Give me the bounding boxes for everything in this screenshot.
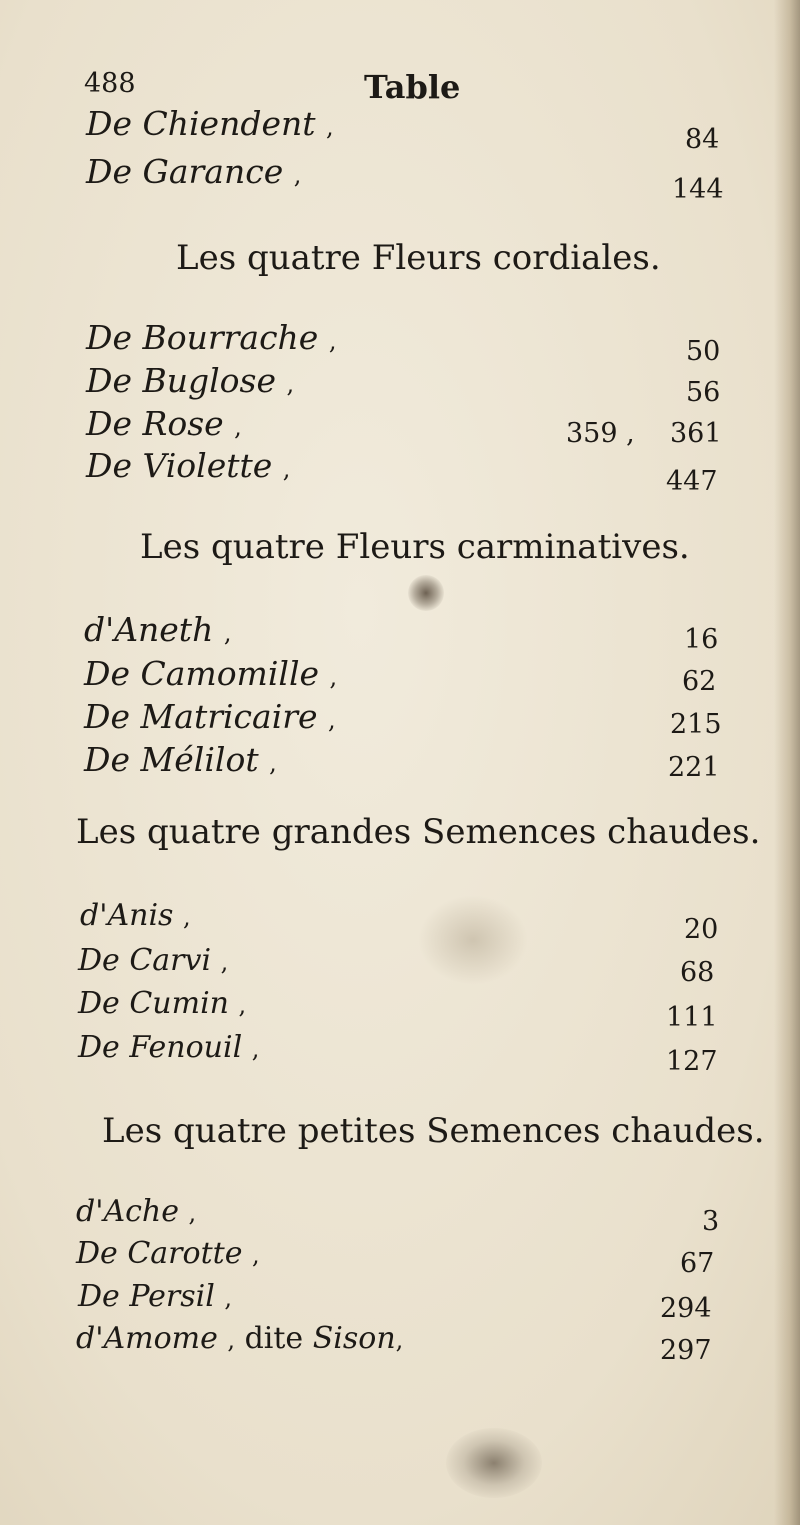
- entry-page: 62: [682, 666, 717, 697]
- entry-row: [0, 740, 800, 784]
- entry-page: 20: [684, 914, 719, 945]
- entry-name: De Matricaire ,: [84, 697, 336, 736]
- entry-row: [0, 318, 800, 367]
- entry-row: [0, 404, 800, 448]
- entry-row: [0, 361, 800, 408]
- entry-page: 294: [660, 1293, 712, 1324]
- running-title: Table: [364, 68, 461, 106]
- entry-row: [0, 697, 800, 741]
- entry-name: d'Anis ,: [80, 898, 191, 933]
- entry-page-extra: 359 ,: [566, 418, 635, 449]
- ink-stain: [408, 575, 444, 611]
- entry-page: 144: [672, 174, 724, 205]
- entry-name: De Violette ,: [86, 446, 291, 485]
- section-heading: Les quatre Fleurs carminatives.: [140, 527, 690, 567]
- entry-name: De Fenouil ,: [78, 1030, 260, 1065]
- entry-name: De Garance ,: [86, 152, 302, 191]
- entry-row: [0, 1279, 800, 1323]
- entry-row: [0, 898, 800, 945]
- entry-row: [0, 1236, 800, 1280]
- entry-name: De Buglose ,: [86, 361, 295, 400]
- entry-page: 361: [670, 418, 722, 449]
- ink-stain: [446, 1428, 542, 1498]
- entry-row: [0, 1030, 800, 1077]
- entry-page: 215: [670, 709, 722, 740]
- entry-name: De Chiendent ,: [86, 104, 334, 143]
- entry-page: 50: [686, 336, 721, 367]
- entry-page: 68: [680, 957, 715, 988]
- entry-name: De Camomille ,: [84, 654, 338, 693]
- section-heading: Les quatre Fleurs cordiales.: [176, 238, 661, 278]
- entry-name: d'Amome , dite Sison,: [76, 1321, 404, 1356]
- entry-page: 221: [668, 752, 720, 783]
- entry-name: De Persil ,: [78, 1279, 233, 1314]
- entry-row: [0, 446, 800, 497]
- entry-row: [0, 1321, 800, 1365]
- entry-page: 297: [660, 1335, 712, 1366]
- entry-page: 447: [666, 466, 718, 497]
- entry-row: [0, 1194, 800, 1238]
- entry-row: [0, 986, 800, 1033]
- entry-page: 3: [702, 1206, 720, 1237]
- entry-row: [0, 654, 800, 698]
- entry-row: [0, 152, 800, 205]
- entry-name: De Rose ,: [86, 404, 242, 443]
- section-heading: Les quatre grandes Semences chaudes.: [76, 812, 761, 852]
- entry-page: 67: [680, 1248, 715, 1279]
- entry-page: 127: [666, 1046, 718, 1077]
- entry-row: [0, 943, 800, 987]
- entry-name: d'Ache ,: [76, 1194, 197, 1229]
- page-number: 488: [84, 68, 136, 99]
- entry-page: 16: [684, 624, 719, 655]
- entry-name: De Carotte ,: [76, 1236, 260, 1271]
- entry-name: De Bourrache ,: [86, 318, 337, 357]
- entry-page: 84: [685, 124, 720, 155]
- entry-page: 111: [666, 1002, 718, 1033]
- entry-name: De Carvi ,: [78, 943, 229, 978]
- section-heading: Les quatre petites Semences chaudes.: [102, 1111, 765, 1151]
- entry-name: De Mélilot ,: [84, 740, 277, 779]
- entry-page: 56: [686, 377, 721, 408]
- entry-row: [0, 610, 800, 654]
- entry-name: d'Aneth ,: [84, 610, 232, 649]
- entry-name: De Cumin ,: [78, 986, 247, 1021]
- entry-row: [0, 104, 800, 155]
